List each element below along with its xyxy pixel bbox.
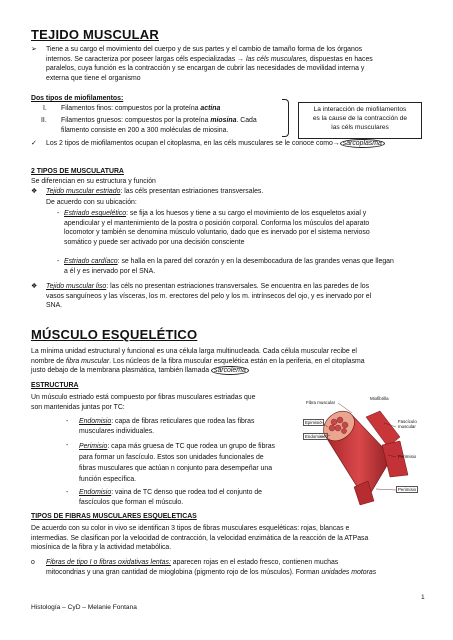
arrow-icon: → xyxy=(237,55,246,63)
bullet-arrow-icon: ➢ xyxy=(31,46,37,53)
figure-label-epimisio: Epimisio xyxy=(305,420,322,425)
perimisio-item: Perimisio: capa más gruesa de TC que rodea un grupo de fibras para formar un fascículo. Estos son unidades funcionales de fibras musculares que actúan n conjunto para desempeñar una función específica. xyxy=(79,443,275,483)
estructura-heading: ESTRUCTURA xyxy=(31,382,79,389)
intro-line-1: Tiene a su cargo el movimiento del cuerpo y de sus partes y el cambio de tamaño forma de los órganos xyxy=(46,46,363,53)
estructura-text: Un músculo estriado está compuesto por fibras musculares estriadas que son mantenidas juntas por TC: xyxy=(31,394,256,411)
estriado-item: Tejido muscular estriado: las céls presentan estriaciones transversales. xyxy=(46,188,264,195)
dash-bullet: - xyxy=(57,210,60,217)
figure-label-endomisio: Endomisio xyxy=(305,434,326,439)
dash-bullet: - xyxy=(66,418,69,425)
muscle-figure xyxy=(304,397,422,510)
miofil-item-1: Filamentos finos: compuestos por la proteína actina xyxy=(61,105,221,112)
epimisio-item: Endomisio: vaina de TC denso que rodea tod el conjunto de fascículos que forman el músculo. xyxy=(79,489,262,506)
figure-label-perimisio: Perimisio xyxy=(398,454,417,459)
esqueletico-item: Estriado esquelético: se fija a los huesos y tiene a su cargo el movimiento de los esqueletos axial y apendicular y el mantenimiento de la postra o posición corporal. Conforma los músculos del aparato locomotor y también se denomina músculo voluntario, dado que es inervado por el sistema nervioso somático y puede ser activado por una decisión consciente xyxy=(64,210,370,246)
figure-label-fibra: Fibra muscular xyxy=(306,400,336,405)
endomisio-item: Endomisio: capa de fibras reticulares que rodea las fibras musculares individuales. xyxy=(79,418,255,435)
dash-bullet: - xyxy=(57,258,60,265)
tipos-sub: Se diferencian en su estructura y función xyxy=(31,178,156,185)
figure-label-miofibrilla: Miofibrilla xyxy=(370,396,389,401)
page-number: 1 xyxy=(421,594,425,601)
miofilamentos-heading: Dos tipos de miofilamentos: xyxy=(31,95,124,102)
list-num-ii: II. xyxy=(41,117,47,124)
list-num-i: I. xyxy=(43,105,47,112)
liso-item: Tejido muscular liso: las céls no presentan estriaciones transversales. Se encuentra en las paredes de los vasos sanguíneos y las vísceras, los m. erectores del pelo y los m. intrínsecos del ojo, y es inervado por el SNA. xyxy=(46,283,372,310)
dash-bullet: - xyxy=(66,442,69,449)
miofil-item-2: Filamentos gruesos: compuestos por la proteína miosina. Cada xyxy=(61,117,257,124)
dash-bullet: - xyxy=(66,489,69,496)
figure-label-fasciculo: Fascículo muscular xyxy=(398,419,417,429)
diamond-bullet-icon: ❖ xyxy=(31,283,38,290)
circle-bullet-icon: o xyxy=(31,559,35,566)
page-title: TEJIDO MUSCULAR xyxy=(31,27,159,42)
intro-line-3: paralelos, cuya función es la contracción y se encargan de cubrir las necesidades de movilidad interna y xyxy=(46,65,365,73)
fibras-paragraph: De acuerdo con su color in vivo se identifican 3 tipos de fibras musculares esqueléticas: rojas, blancas e intermedias. Se clasifican por la velocidad de contracción, la velocidad enzimática de la reacción de la ATPasa miosínica de la fibra y la actividad metabólica. xyxy=(31,525,369,552)
section-title: MÚSCULO ESQUELÉTICO xyxy=(31,327,198,342)
miofil-item-2-line-2: filamento consiste en 200 a 300 moléculas de miosina. xyxy=(61,127,229,134)
check-bullet-icon: ✓ xyxy=(31,140,37,147)
musculo-intro: La mínima unidad estructural y funcional es una célula larga multinucleada. Cada célula muscular recibe el nombre de fibra muscular. Los núcleos de la fibra muscular esquelética están en la periferia, en el citoplasma justo debajo de la membrana plasmática, también llamada sarcolema xyxy=(31,348,365,375)
cardiaco-item: Estriado cardíaco: se halla en la pared del corazón y en la desembocadura de las grandes venas que llegan a él y es inervado por el SNA. xyxy=(64,258,394,275)
sarcoplasma-line: Los 2 tipos de miofilamentos ocupan el citoplasma, en las céls musculares se le conoce como→ sarcoplasma xyxy=(46,139,446,149)
fibras-tipo-1: Fibras de tipo I o fibras oxidativas lentas: aparecen rojas en el estado fresco, contienen muchas mitocondrias y una gran cantidad de mioglobina (pigmento rojo de los músculos). Forman unidades motoras xyxy=(46,559,377,576)
intro-line-2: internos. Se caracteriza por poseer largas céls especializadas → las céls musculares, dispuestas en haces xyxy=(46,55,373,63)
ubicacion-text: De acuerdo con su ubicación: xyxy=(46,199,137,206)
intro-line-4: externa que tiene el organismo xyxy=(46,74,141,82)
bracket-shape xyxy=(282,99,289,137)
footer-text: Histología – CyD – Melanie Fontana xyxy=(31,604,137,611)
arrow-icon: → xyxy=(332,140,340,147)
note-box: La interacción de miofilamentos es la cause de la contracción de las céls musculares xyxy=(298,102,422,139)
figure-label-perimisio-2: Perimisio xyxy=(398,487,417,492)
fibras-heading: TIPOS DE FIBRAS MUSCULARES ESQUELETICAS xyxy=(31,513,197,520)
intro-paragraph xyxy=(46,45,426,83)
diamond-bullet-icon: ❖ xyxy=(31,188,38,195)
tipos-heading: 2 TIPOS DE MUSCULATURA xyxy=(31,168,124,175)
